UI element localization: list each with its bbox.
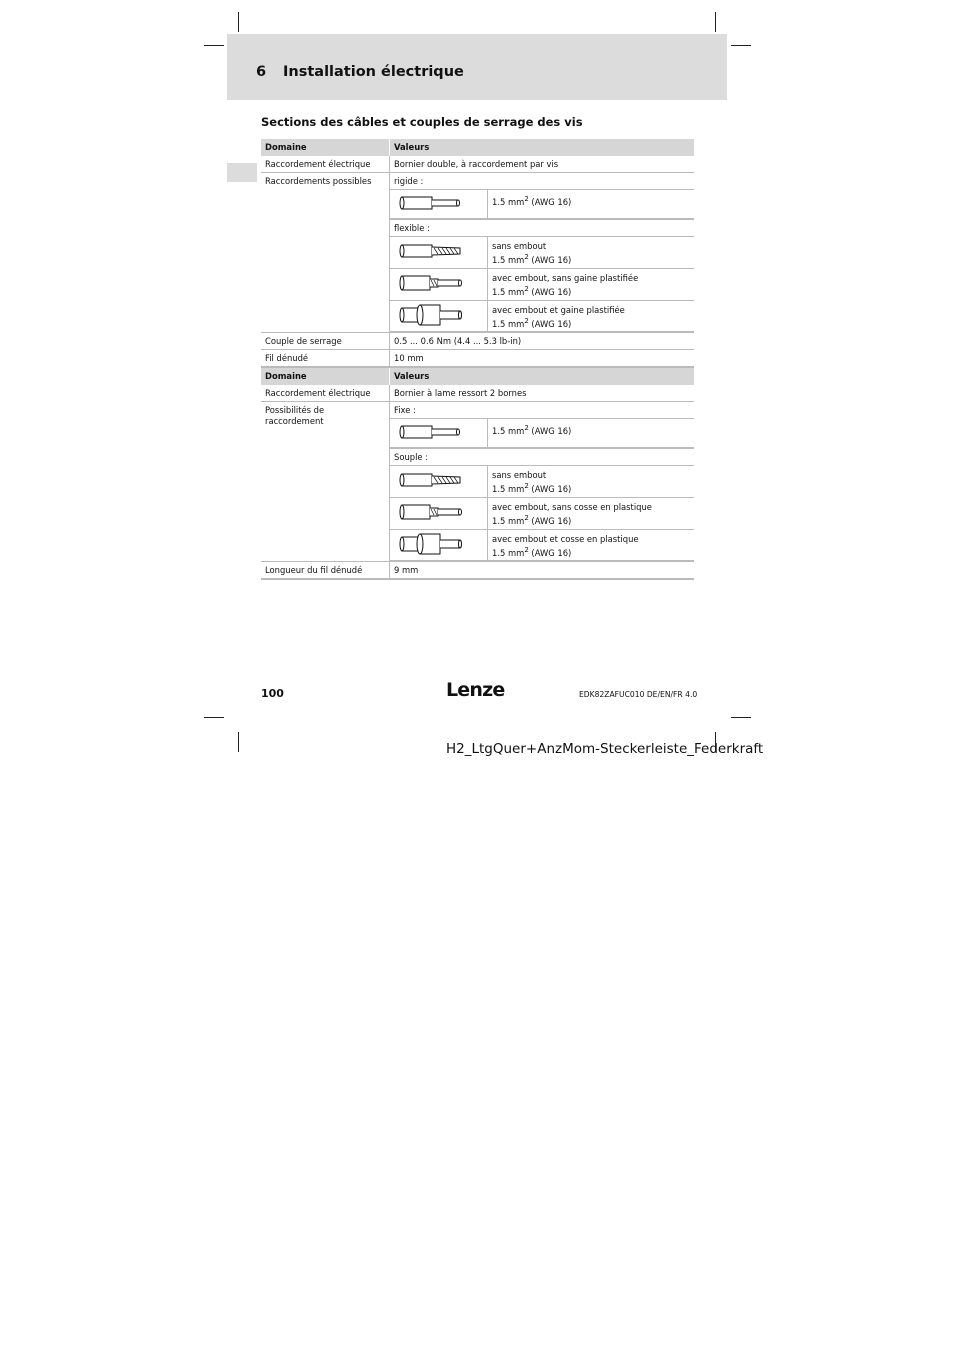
row-label: Raccordements possibles <box>261 173 390 333</box>
table-row <box>261 562 694 580</box>
crop-mark <box>238 12 239 32</box>
insulated-ferrule-wire-icon <box>398 303 462 327</box>
wire-options <box>390 236 694 332</box>
lenze-logo: Lenze <box>446 679 505 701</box>
list-item: avec embout, sans gaine plastifiée 1.5 $mm^2$ (AWG 16) <box>390 268 694 300</box>
crop-mark <box>715 12 716 32</box>
chapter-number: 6 <box>256 64 267 80</box>
row-label: Fil dénudé <box>261 350 390 368</box>
row-label: Couple de serrage <box>261 333 390 350</box>
header-domain: Domaine <box>261 368 390 385</box>
wire-options <box>390 189 694 219</box>
thumb-tab-marker <box>227 163 257 182</box>
list-item: 1.5 $mm^2$ (AWG 16) <box>390 190 694 219</box>
row-value: 0.5 ... 0.6 Nm (4.4 ... 5.3 lb-in) <box>390 333 695 350</box>
header-domain: Domaine <box>261 139 390 156</box>
list-item: avec embout et cosse en plastique 1.5 $mm^2$ (AWG 16) <box>390 529 694 561</box>
screw-terminal-table <box>261 139 694 368</box>
wire-options <box>390 418 694 448</box>
header-values: Valeurs <box>390 139 695 156</box>
chapter-title: Installation électrique <box>283 64 464 80</box>
sub-label: rigide : <box>394 176 424 186</box>
page-number: 100 <box>261 687 284 700</box>
sub-label: Souple : <box>390 448 694 465</box>
stranded-wire-icon <box>398 469 462 491</box>
list-item: 1.5 $mm^2$ (AWG 16) <box>390 419 694 448</box>
file-name: H2_LtgQuer+AnzMom-Steckerleiste_Federkraft <box>446 741 764 757</box>
row-label: Raccordement électrique <box>261 385 390 402</box>
row-label: Raccordement électrique <box>261 156 390 173</box>
row-label: Possibilités de raccordement <box>261 402 390 562</box>
section-title: Sections des câbles et couples de serrage des vis <box>261 115 583 129</box>
row-value <box>390 402 695 562</box>
crop-mark <box>731 45 751 46</box>
table-row <box>261 402 694 562</box>
table-row <box>261 333 694 350</box>
crop-mark <box>238 732 239 752</box>
document-code: EDK82ZAFUC010 DE/EN/FR 4.0 <box>579 690 698 699</box>
header-values: Valeurs <box>390 368 695 385</box>
crop-mark <box>204 717 224 718</box>
option-size: 1.5 mm <box>492 196 525 207</box>
table-row <box>261 173 694 333</box>
table-row <box>261 385 694 402</box>
row-value: 9 mm <box>390 562 695 580</box>
rigid-wire-icon <box>398 421 462 443</box>
sub-label: Fixe : <box>394 405 416 415</box>
spring-terminal-table <box>261 368 694 580</box>
rigid-wire-icon <box>398 192 462 214</box>
insulated-ferrule-wire-icon <box>398 532 462 556</box>
stranded-wire-icon <box>398 240 462 262</box>
sub-label: flexible : <box>390 219 694 236</box>
list-item: avec embout, sans cosse en plastique 1.5 $mm^2$ (AWG 16) <box>390 497 694 529</box>
option-size: 1.5 mm <box>492 425 525 436</box>
list-item: sans embout 1.5 $mm^2$ (AWG 16) <box>390 237 694 269</box>
ferrule-wire-icon <box>398 272 462 294</box>
crop-mark <box>731 717 751 718</box>
row-value: Bornier à lame ressort 2 bornes <box>390 385 695 402</box>
list-item: sans embout 1.5 $mm^2$ (AWG 16) <box>390 466 694 498</box>
table-row <box>261 350 694 368</box>
list-item: avec embout et gaine plastifiée 1.5 $mm^2$ (AWG 16) <box>390 300 694 332</box>
chapter-heading <box>256 64 464 80</box>
row-label: Longueur du fil dénudé <box>261 562 390 580</box>
row-value: Bornier double, à raccordement par vis <box>390 156 695 173</box>
row-value: 10 mm <box>390 350 695 368</box>
wire-options <box>390 465 694 561</box>
table-row <box>261 156 694 173</box>
row-value <box>390 173 695 333</box>
crop-mark <box>204 45 224 46</box>
ferrule-wire-icon <box>398 501 462 523</box>
